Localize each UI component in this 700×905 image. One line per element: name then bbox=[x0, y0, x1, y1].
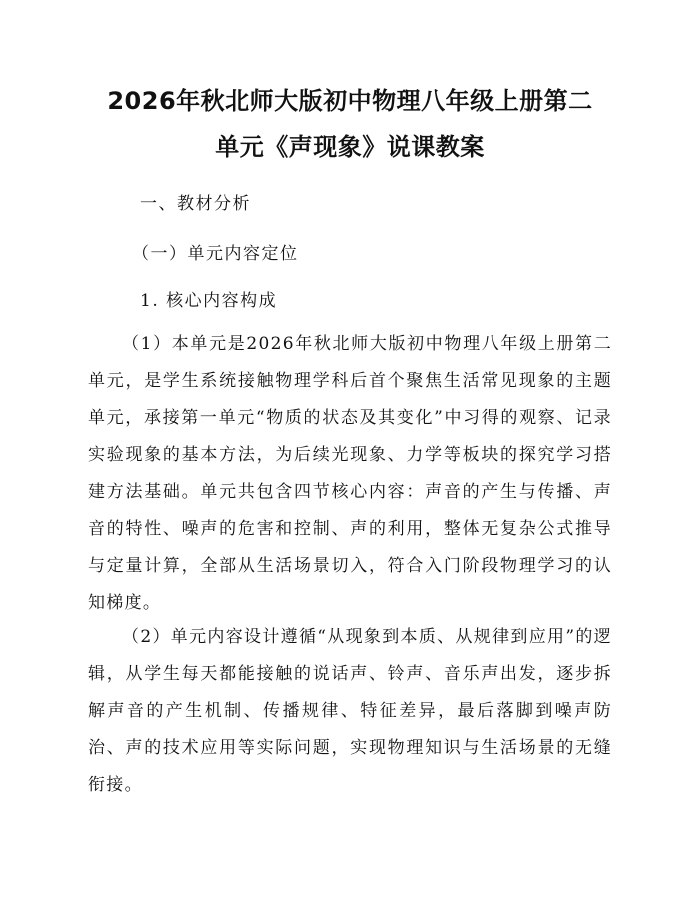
document-title-line2: 单元《声现象》说课教案 bbox=[215, 133, 485, 161]
subsection-heading: （一）单元内容定位 bbox=[132, 244, 299, 264]
section-heading: 一、教材分析 bbox=[140, 194, 251, 214]
paragraph-2: （2）单元内容设计遵循“从现象到本质、从规律到应用”的逻辑，从学生每天都能接触的说话声、铃声、音乐声出发，逐步拆解声音的产生机制、传播规律、特征差异，最后落脚到噪声防治、声的技术应用等实际问题，实现物理知识与生活场景的无缝衔接。 bbox=[88, 627, 612, 795]
paragraph-1: （1）本单元是2026年秋北师大版初中物理八年级上册第二单元，是学生系统接触物理学科后首个聚焦生活常见现象的主题单元，承接第一单元“物质的状态及其变化”中习得的观察、记录实验现象的基本方法，为后续光现象、力学等板块的探究学习搭建方法基础。单元共包含四节核心内容：声音的产生与传播、声音的特性、噪声的危害和控制、声的利用，整体无复杂公式推导与定量计算，全部从生活场景切入，符合入门阶段物理学习的认知梯度。 bbox=[88, 334, 612, 613]
item-heading: 1. 核心内容构成 bbox=[140, 291, 278, 311]
document-title-line1: 2026年秋北师大版初中物理八年级上册第二 bbox=[107, 87, 593, 115]
